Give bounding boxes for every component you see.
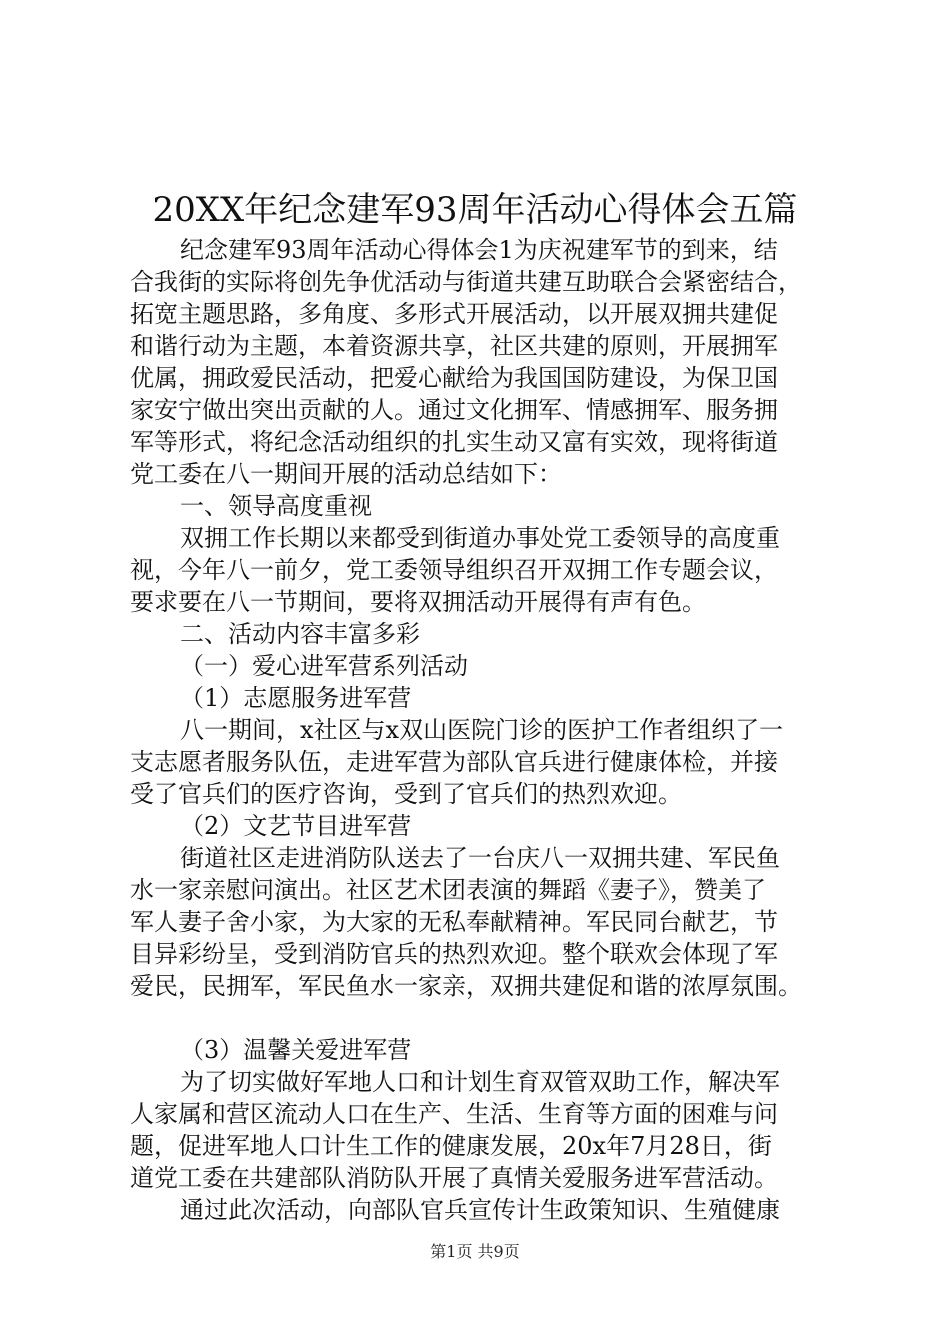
paragraph-line: 军等形式，将纪念活动组织的扎实生动又富有实效，现将街道 [130, 428, 778, 456]
paragraph-line: 纪念建军93周年活动心得体会1为庆祝建军节的到来，结 [180, 236, 778, 264]
paragraph-line: 家安宁做出突出贡献的人。通过文化拥军、情感拥军、服务拥 [130, 396, 778, 424]
paragraph-line: 街道社区走进消防队送去了一台庆八一双拥共建、军民鱼 [180, 844, 780, 872]
paragraph-line: 军人妻子舍小家，为大家的无私奉献精神。军民同台献艺，节 [130, 908, 778, 936]
paragraph-line: 双拥工作长期以来都受到街道办事处党工委领导的高度重 [180, 524, 780, 552]
paragraph-line: 党工委在八一期间开展的活动总结如下： [130, 460, 562, 488]
paragraph-line: 水一家亲慰问演出。社区艺术团表演的舞蹈《妻子》，赞美了 [130, 876, 766, 904]
paragraph-line: 视，今年八一前夕，党工委领导组织召开双拥工作专题会议， [130, 556, 778, 584]
paragraph-line: 优属，拥政爱民活动，把爱心献给为我国国防建设，为保卫国 [130, 364, 778, 392]
paragraph-line: 道党工委在共建部队消防队开展了真情关爱服务进军营活动。 [130, 1164, 778, 1192]
paragraph-line: 为了切实做好军地人口和计划生育双管双助工作，解决军 [180, 1068, 780, 1096]
document-body [130, 234, 850, 1226]
paragraph-line: 爱民，民拥军，军民鱼水一家亲，双拥共建促和谐的浓厚氛围。 [130, 972, 802, 1000]
paragraph-line: 受了官兵们的医疗咨询，受到了官兵们的热烈欢迎。 [130, 780, 682, 808]
subsection-heading: （3）温馨关爱进军营 [180, 1036, 412, 1064]
section-heading: 一、领导高度重视 [180, 492, 372, 520]
blank-line [130, 1002, 850, 1034]
paragraph-line: 通过此次活动，向部队官兵宣传计生政策知识、生殖健康 [180, 1196, 780, 1224]
paragraph-line: 支志愿者服务队伍，走进军营为部队官兵进行健康体检，并接 [130, 748, 778, 776]
subsection-heading: （一）爱心进军营系列活动 [180, 652, 468, 680]
paragraph-line: 目异彩纷呈，受到消防官兵的热烈欢迎。整个联欢会体现了军 [130, 940, 778, 968]
paragraph-line: 人家属和营区流动人口在生产、生活、生育等方面的困难与问 [130, 1100, 778, 1128]
paragraph-line: 合我街的实际将创先争优活动与街道共建互助联合会紧密结合， [130, 268, 802, 296]
subsection-heading: （2）文艺节目进军营 [180, 812, 412, 840]
section-heading: 二、活动内容丰富多彩 [180, 620, 420, 648]
document-title: 20XX年纪念建军93周年活动心得体会五篇 [152, 190, 798, 230]
paragraph-line: 题，促进军地人口计生工作的健康发展，20x年7月28日，街 [130, 1132, 772, 1160]
paragraph-line: 和谐行动为主题，本着资源共享，社区共建的原则，开展拥军 [130, 332, 778, 360]
paragraph-line: 要求要在八一节期间，要将双拥活动开展得有声有色。 [130, 588, 706, 616]
paragraph-line: 拓宽主题思路，多角度、多形式开展活动，以开展双拥共建促 [130, 300, 778, 328]
page-footer: 第1页 共9页 [430, 1242, 520, 1261]
paragraph-line: 八一期间，x社区与x双山医院门诊的医护工作者组织了一 [180, 716, 784, 744]
subsection-heading: （1）志愿服务进军营 [180, 684, 412, 712]
